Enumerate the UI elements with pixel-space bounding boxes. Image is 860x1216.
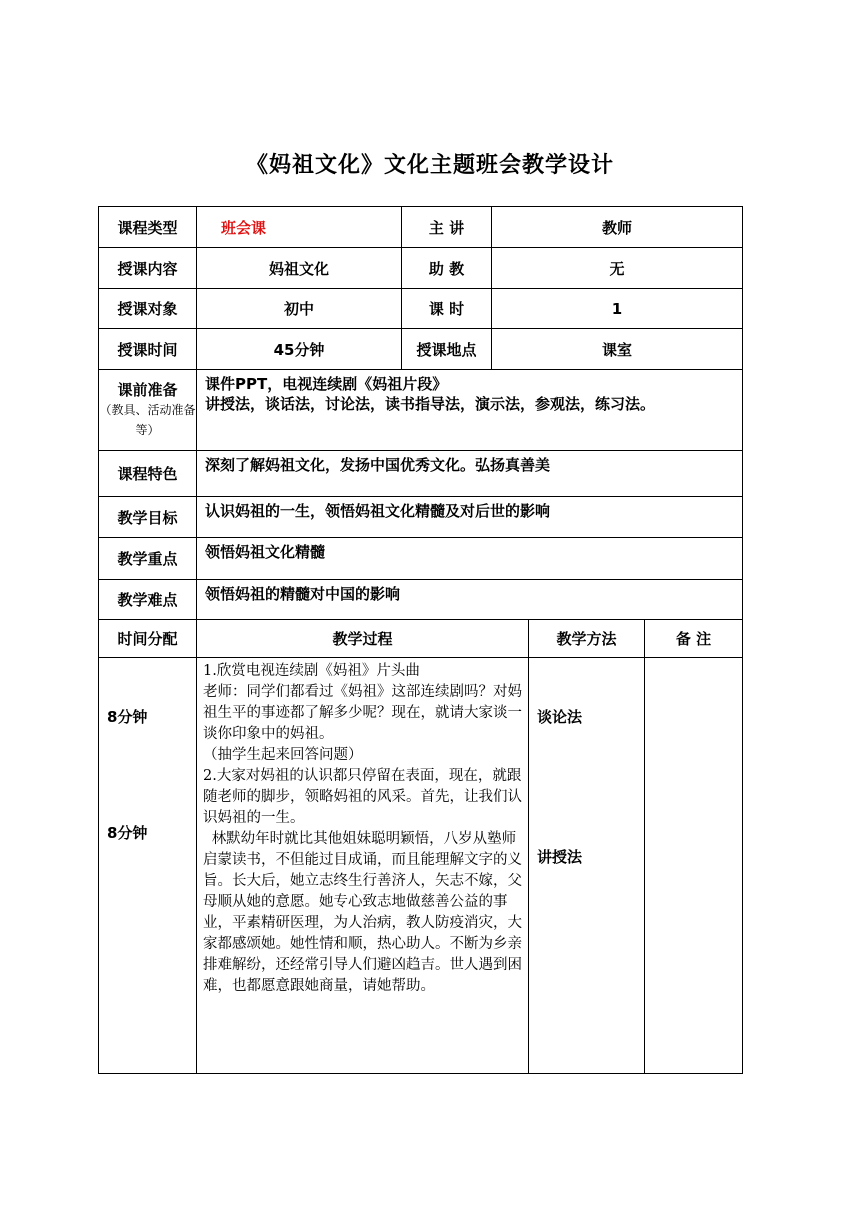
assistant-value: 无 (492, 248, 743, 289)
difficulties-label: 教学难点 (99, 580, 197, 620)
process-row (99, 658, 743, 1074)
row-goals (99, 497, 743, 538)
process-time-cell (99, 658, 197, 1074)
row-course-type (99, 207, 743, 248)
process-notes-cell (645, 658, 743, 1074)
row-content (99, 248, 743, 289)
page-title: 《妈祖文化》文化主题班会教学设计 (245, 153, 614, 178)
row-features (99, 451, 743, 497)
process-method-cell (529, 658, 645, 1074)
content-label: 授课内容 (99, 248, 197, 289)
time-label: 授课时间 (99, 329, 197, 370)
goals-value: 认识妈祖的一生，领悟妈祖文化精髓及对后世的影响 (197, 497, 743, 538)
lesson-plan-table (98, 206, 743, 1074)
preparation-label: 课前准备 (117, 381, 178, 399)
course-type-value: 班会课 (197, 207, 402, 248)
preparation-value (197, 370, 743, 451)
time-allocation-1: 8分钟 (107, 708, 148, 726)
location-label: 授课地点 (402, 329, 492, 370)
content-value: 妈祖文化 (197, 248, 402, 289)
header-notes: 备 注 (645, 620, 743, 658)
preparation-line-1: 课件PPT，电视连续剧《妈祖片段》 (205, 375, 448, 393)
header-time: 时间分配 (99, 620, 197, 658)
location-value: 课室 (492, 329, 743, 370)
lecturer-value: 教师 (492, 207, 743, 248)
hours-label: 课 时 (402, 289, 492, 329)
assistant-label: 助 教 (402, 248, 492, 289)
process-header-row (99, 620, 743, 658)
time-allocation-2: 8分钟 (107, 824, 148, 842)
process-paragraph: 1.欣赏电视连续剧《妈祖》片头曲 (203, 663, 420, 679)
row-preparation (99, 370, 743, 451)
goals-label: 教学目标 (99, 497, 197, 538)
header-method: 教学方法 (529, 620, 645, 658)
audience-label: 授课对象 (99, 289, 197, 329)
process-content (197, 658, 529, 1074)
hours-value: 1 (492, 289, 743, 329)
row-difficulties (99, 580, 743, 620)
audience-value: 初中 (197, 289, 402, 329)
preparation-sublabel: （教具、活动准备等） (99, 403, 196, 437)
process-paragraph: 老师：同学们都看过《妈祖》这部连续剧吗？对妈祖生平的事迹都了解多少呢？现在，就请大家谈一谈你印象中的妈祖。 (203, 684, 522, 742)
process-paragraph: 林默幼年时就比其他姐妹聪明颖悟，八岁从塾师启蒙读书，不但能过目成诵，而且能理解文字的义旨。长大后，她立志终生行善济人，矢志不嫁，父母顺从她的意愿。她专心致志地做慈善公益的事业，平素精研医理，为人治病，教人防疫消灾，大家都感颂她。她性情和顺，热心助人。不断为乡亲排难解纷，还经常引导人们避凶趋吉。世人遇到困难，也都愿意跟她商量，请她帮助。 (203, 831, 522, 994)
key-points-value: 领悟妈祖文化精髓 (197, 538, 743, 580)
preparation-line-2: 讲授法，谈话法，讨论法，读书指导法，演示法，参观法，练习法。 (205, 395, 656, 413)
method-2: 讲授法 (537, 848, 583, 866)
preparation-label-cell (99, 370, 197, 451)
process-paragraph: 2.大家对妈祖的认识都只停留在表面，现在，就跟随老师的脚步，领略妈祖的风采。首先，让我们认识妈祖的一生。 (203, 768, 522, 826)
features-value: 深刻了解妈祖文化，发扬中国优秀文化。弘扬真善美 (197, 451, 743, 497)
row-audience (99, 289, 743, 329)
features-label: 课程特色 (99, 451, 197, 497)
key-points-label: 教学重点 (99, 538, 197, 580)
row-time (99, 329, 743, 370)
time-value: 45分钟 (197, 329, 402, 370)
method-1: 谈论法 (537, 708, 583, 726)
course-type-label: 课程类型 (99, 207, 197, 248)
difficulties-value: 领悟妈祖的精髓对中国的影响 (197, 580, 743, 620)
header-process: 教学过程 (197, 620, 529, 658)
row-key-points (99, 538, 743, 580)
process-paragraph: （抽学生起来回答问题） (203, 747, 363, 763)
lecturer-label: 主 讲 (402, 207, 492, 248)
